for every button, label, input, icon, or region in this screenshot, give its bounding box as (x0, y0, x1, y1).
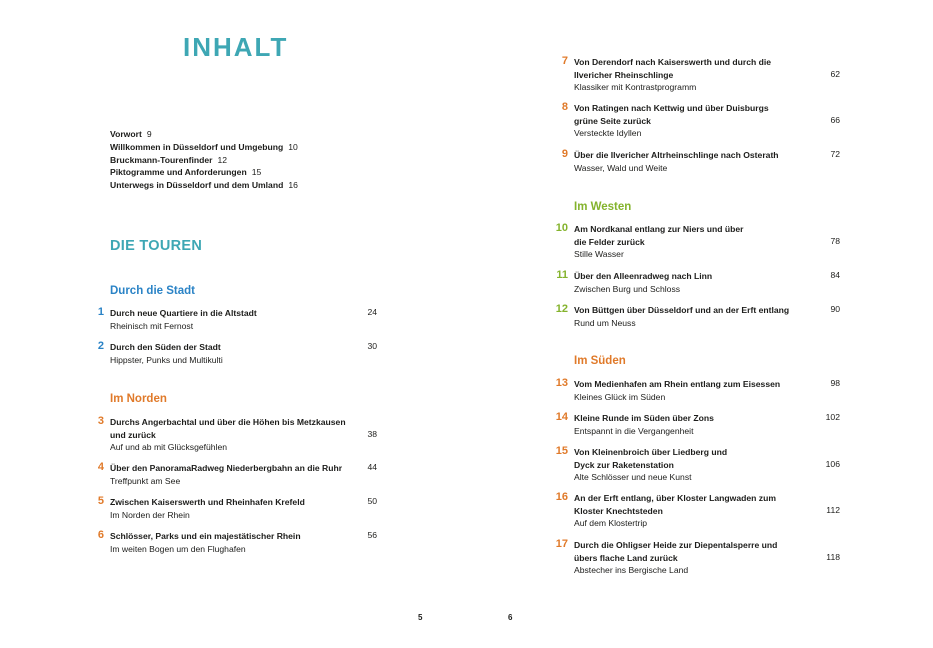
toc-entry[interactable] (554, 411, 844, 441)
tour-page: 56 (367, 530, 377, 540)
page-number-left: 5 (418, 613, 423, 622)
toc-entry[interactable] (554, 377, 844, 407)
tour-title: Von Kleinenbroich über Liedberg und (574, 447, 728, 457)
tour-page: 38 (367, 428, 377, 439)
tour-number: 8 (561, 101, 568, 113)
tour-title: und zurück (110, 429, 156, 440)
tour-subtitle: Rheinisch mit Fernost (110, 321, 194, 331)
tour-subtitle: Im weiten Bogen um den Flughafen (110, 544, 246, 554)
tour-number: 16 (555, 491, 568, 503)
tour-title: Vom Medienhafen am Rhein entlang zum Eisessen (574, 379, 781, 389)
toc-entry[interactable] (554, 55, 844, 97)
tour-subtitle: Im Norden der Rhein (110, 510, 190, 520)
tour-title: Durch neue Quartiere in die Altstadt (110, 308, 257, 318)
tour-page: 112 (826, 504, 840, 515)
tour-number: 6 (97, 529, 104, 541)
toc-entry[interactable] (90, 306, 390, 336)
toc-entry[interactable] (554, 538, 844, 580)
toc-entry[interactable] (554, 101, 844, 143)
tour-subtitle: Auf und ab mit Glücksgefühlen (110, 442, 228, 452)
tour-page: 84 (830, 270, 840, 280)
tour-subtitle: Kleines Glück im Süden (574, 392, 666, 402)
tour-title: Von Büttgen über Düsseldorf und an der Erft entlang (574, 305, 790, 315)
tour-number: 9 (561, 148, 568, 160)
tour-subtitle: Hippster, Punks und Multikulti (110, 355, 223, 365)
tour-title: Zwischen Kaiserswerth und Rheinhafen Krefeld (110, 497, 305, 507)
tour-page: 50 (367, 496, 377, 506)
tour-page: 66 (830, 114, 840, 125)
toc-intro-item[interactable]: Bruckmann-Tourenfinder 12 (110, 155, 228, 165)
tour-subtitle: Versteckte Idyllen (574, 128, 642, 138)
tour-subtitle: Entspannt in die Vergangenheit (574, 426, 694, 436)
page-number-right: 6 (508, 613, 513, 622)
tour-page: 90 (830, 304, 840, 314)
tour-title: Von Ratingen nach Kettwig und über Duisburgs (574, 103, 769, 113)
tour-number: 4 (97, 461, 104, 473)
tour-title: Über den Alleenradweg nach Linn (574, 271, 713, 281)
tour-number: 17 (555, 538, 568, 550)
tour-page: 62 (830, 68, 840, 79)
section-title-tours: DIE TOUREN (110, 238, 203, 254)
toc-intro-item[interactable]: Vorwort 9 (110, 129, 152, 139)
tour-subtitle: Wasser, Wald und Weite (574, 163, 668, 173)
tour-page: 24 (367, 307, 377, 317)
tour-number: 1 (97, 306, 104, 318)
tour-page: 30 (367, 341, 377, 351)
tour-number: 13 (555, 377, 568, 389)
tour-number: 15 (555, 445, 568, 457)
toc-entry[interactable] (90, 340, 390, 370)
tour-page: 102 (825, 412, 840, 422)
tour-title: Über die Ilvericher Altrheinschlinge nach Osterath (574, 150, 779, 160)
tour-title: Durchs Angerbachtal und über die Höhen bis Metzkausen (110, 417, 346, 427)
tour-title: Dyck zur Raketenstation (574, 459, 674, 470)
tour-subtitle: Alte Schlösser und neue Kunst (574, 472, 692, 482)
toc-intro-item[interactable]: Piktogramme und Anforderungen 15 (110, 167, 262, 177)
tour-number: 14 (555, 411, 568, 423)
tour-page: 44 (367, 462, 377, 472)
tour-title: Durch den Süden der Stadt (110, 342, 221, 352)
tour-number: 10 (555, 222, 568, 234)
toc-entry[interactable] (90, 495, 390, 525)
tour-number: 2 (97, 340, 104, 352)
tour-title: Kleine Runde im Süden über Zons (574, 413, 714, 423)
tour-title: Von Derendorf nach Kaiserswerth und durch die (574, 57, 772, 67)
toc-entry[interactable] (90, 415, 390, 457)
tour-number: 12 (555, 303, 568, 315)
tour-title: die Felder zurück (574, 236, 645, 247)
category-heading-westen: Im Westen (574, 201, 632, 213)
tour-subtitle: Auf dem Klostertrip (574, 518, 648, 528)
tour-page: 118 (826, 551, 840, 562)
tour-subtitle: Rund um Neuss (574, 318, 636, 328)
tour-number: 11 (556, 269, 568, 281)
tour-title: Schlösser, Parks und ein majestätischer Rhein (110, 531, 301, 541)
tour-title: Am Nordkanal entlang zur Niers und über (574, 224, 744, 234)
tour-number: 5 (97, 495, 104, 507)
tour-number: 3 (97, 415, 104, 427)
category-heading-norden: Im Norden (110, 393, 167, 405)
tour-title: Durch die Ohligser Heide zur Diepentalsperre und (574, 540, 778, 550)
tour-subtitle: Klassiker mit Kontrastprogramm (574, 82, 697, 92)
tour-title: Ilvericher Rheinschlinge (574, 69, 674, 80)
tour-title: übers flache Land zurück (574, 552, 678, 563)
toc-entry[interactable] (554, 269, 844, 299)
category-heading-sueden: Im Süden (574, 355, 626, 367)
toc-entry[interactable] (554, 303, 844, 333)
toc-entry[interactable] (90, 461, 390, 491)
toc-entry[interactable] (554, 222, 844, 264)
tour-subtitle: Abstecher ins Bergische Land (574, 565, 689, 575)
tour-subtitle: Stille Wasser (574, 249, 624, 259)
tour-subtitle: Zwischen Burg und Schloss (574, 284, 681, 294)
tour-page: 78 (830, 235, 840, 246)
toc-entry[interactable] (554, 445, 844, 487)
page-title: INHALT (183, 32, 289, 62)
toc-entry[interactable] (90, 529, 390, 559)
tour-page: 98 (830, 378, 840, 388)
tour-title: Kloster Knechtsteden (574, 505, 663, 516)
tour-title: An der Erft entlang, über Kloster Langwaden zum (574, 493, 776, 503)
tour-title: Über den PanoramaRadweg Niederbergbahn an die Ruhr (110, 463, 343, 473)
tour-page: 72 (830, 149, 840, 159)
tour-subtitle: Treffpunkt am See (110, 476, 181, 486)
tour-page: 106 (825, 458, 840, 469)
toc-intro-item[interactable]: Unterwegs in Düsseldorf und dem Umland 16 (110, 180, 298, 190)
toc-entry[interactable] (554, 148, 844, 178)
category-heading-stadt: Durch die Stadt (110, 285, 195, 297)
toc-entry[interactable] (554, 491, 844, 533)
toc-intro-item[interactable]: Willkommen in Düsseldorf und Umgebung 10 (110, 142, 298, 152)
tour-number: 7 (561, 55, 568, 67)
tour-title: grüne Seite zurück (574, 115, 651, 126)
